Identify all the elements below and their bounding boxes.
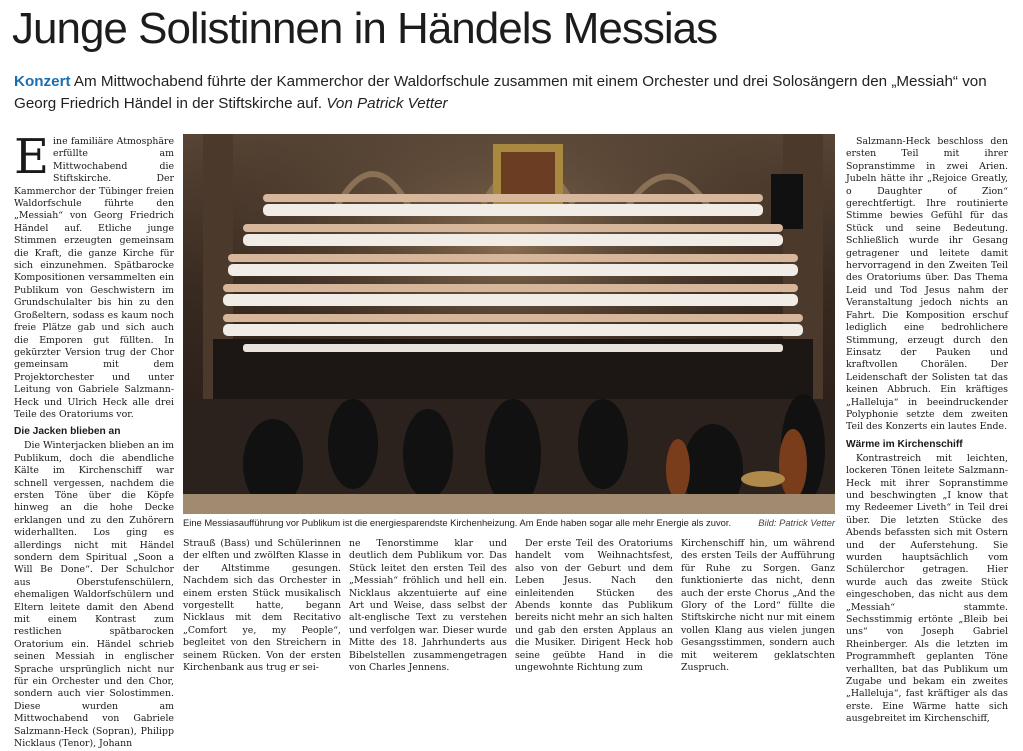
article-paragraph: Der erste Teil des Oratoriums handelt vom Weihnachtsfest, also von der Geburt und dem Leben Jesus. Nach den einleitenden Stücken des Abends konnte das Publikum bereits nicht mehr an sich halten und gab den ersten Applaus an die Musiker. Dirigent Heck hob seine geübte Hand in die ungewohnte Richtung zum	[515, 538, 673, 674]
article-column-4	[515, 538, 673, 674]
drop-cap: E	[14, 129, 50, 185]
caption-text: Eine Messiasaufführung vor Publikum ist die energiesparendste Kirchenheizung. Am Ende haben sogar alle mehr Energie als zuvor.	[183, 517, 732, 528]
photo-caption	[183, 517, 835, 529]
article-paragraph: Kontrastreich mit leichten, lockeren Tönen leitete Salzmann-Heck mit ihrer Sopranstimme und beschwingten „I know that my Redeemer Liveth“ in Teil drei über. Die letzten Stücke des Abends befassten sich mit Ostern und der Auferstehung. Sie wurden hauptsächlich vom Schülerchor getragen. Hier wurde auch das zweite Stück eingeschoben, das nicht aus dem „Messiah“ stammte. Sechsstimmig ertönte „Bleib bei uns“ von Joseph Gabriel Rheinberger. Als die letzten im Programmheft geplanten Töne verhallten, bat das Publikum um Zugabe und bekam ein zweites „Halleluja“, fast kräftiger als das erste. Eine Wärme hatte sich ausgebreitet im Kirchenschiff,	[846, 452, 1008, 725]
paragraph-text: ine familiäre Atmosphäre erfüllte am Mittwochabend die Stiftskirche. Der Kammerchor der Tübinger freien Waldorfschule führte den „Messiah“ von Georg Friedrich Händel auf. Etliche junge Stimmen erzeugten gemeinsam die Kraft, die ganze Kirche für sich einzunehmen. Spätbarocke Kompositionen versammelten ein Publikum von Geschwistern im Grundschulalter bis hin zu den Großeltern, sodass es kaum noch freie Plätze gab und sich auch die Emporen gut füllten. In gekürzter Version trug der Chor gemeinsam mit dem Projektorchester und unter Leitung von Gabriele Salzmann-Heck und Ulrich Heck alle drei Teile des Oratoriums vor.	[14, 136, 174, 420]
headline: Junge Solistinnen in Händels Messias	[12, 4, 718, 53]
article-column-5	[681, 538, 835, 674]
article-paragraph: ne Tenorstimme klar und deutlich dem Publikum vor. Das Stück leitet den ersten Teil des „Messiah“ fröhlich und hell ein. Nicklaus akzentuierte auf eine Art und Weise, dass selbst der alt-englische Text zu verstehen und verfolgen war. Dieser wurde Mitte des 18. Jahrhunderts aus Bibelstellen zusammengetragen von Charles Jennens.	[349, 538, 507, 674]
article-column-6	[846, 136, 1008, 725]
article-column-2	[183, 538, 341, 674]
subheading: Die Jacken blieben an	[14, 426, 121, 438]
lead-paragraph	[14, 71, 1014, 115]
lead-text: Am Mittwochabend führte der Kammerchor der Waldorfschule zusammen mit einem Orchester und drei Solosängern den „Messiah“ von Georg Friedrich Händel in der Stiftskirche auf.	[14, 73, 987, 112]
lead-kicker: Konzert	[14, 73, 71, 90]
lead-author: Von Patrick Vetter	[326, 95, 448, 112]
article-column-3	[349, 538, 507, 674]
article-paragraph: Kirchenschiff hin, um während des ersten Teils der Aufführung für Ruhe zu Sorgen. Ganz funktionierte das nicht, denn auch der erste Chorus „And the Glory of the Lord“ füllte die Stiftskirche nicht nur mit einem vollen Klang aus vielen jungen Gesangsstimmen, sondern auch mit weiterem geklatschten Zuspruch.	[681, 538, 835, 674]
subheading: Wärme im Kirchenschiff	[846, 438, 963, 450]
article-paragraph	[14, 129, 174, 421]
article-paragraph: Strauß (Bass) und Schülerinnen der elften und zwölften Klasse in der Altstimme gesungen. Nachdem sich das Orchester in einem ersten Stück musikalisch vorgestellt hatte, begann Nicklaus mit dem Recitativo „Comfort ye, my People“, begleitet von den Streichern in seinem Rücken. Von der ersten Kirchenbank aus trug er sei-	[183, 538, 341, 674]
choir-orchestra-image	[183, 134, 835, 514]
article-paragraph: Salzmann-Heck beschloss den ersten Teil mit ihrer Sopranstimme in zwei Arien. Jubeln hätte ihr „Rejoice Greatly, o Daughter of Zion“ gerechtfertigt. Ihre routinierte Stimme bewies Gefühl für das Stück und seine Bedeutung. Schließlich wurde ihr Gesang getragener und leitete damit hervorragend in den Zweiten Teil des Oratoriums über. Das Thema Leid und Tod Jesus nahm der Veranstaltung jedoch nichts an Fahrt. Die Komposition erschuf lediglich eine bedrohlichere Stimmung, erzeugt durch den Einsatz der Pauken und kraftvollen Chorälen. Der Leidenschaft der Solisten tat das keinen Abbruch. Ein kräftiges „Halleluja“ in beeindruckender Polyphonie setzte dem zweiten Teil des Konzerts ein lautes Ende.	[846, 136, 1008, 433]
article-column-1	[14, 129, 174, 750]
article-paragraph: Die Winterjacken blieben an im Publikum, doch die abendliche Kälte im Kirchenschiff war schnell vergessen, nachdem die ersten Töne über die Köpfe hinweg an die hohe Decke erklangen und zu den Zuhörern widerhallten. Los ging es allerdings nicht mit Händel sondern dem Spiritual „Soon a Will Be Done“. Der Schulchor aus Oberstufenschülern, ehemaligen Waldorfschülern und Eltern leitete damit den Abend mit einem Kontrast zum restlichen spätbarocken Oratorium ein. Händel schrieb seinen Messiah in englischer Sprache ursprünglich nicht nur für ein Orchester und den Chor, sondern auch vier Solostimmen. Diese wurden am Mittwochabend von Gabriele Salzmann-Heck (Sopran), Philipp Nicklaus (Tenor), Johann	[14, 440, 174, 750]
photo-credit: Bild: Patrick Vetter	[758, 517, 835, 528]
concert-photo	[183, 134, 835, 514]
